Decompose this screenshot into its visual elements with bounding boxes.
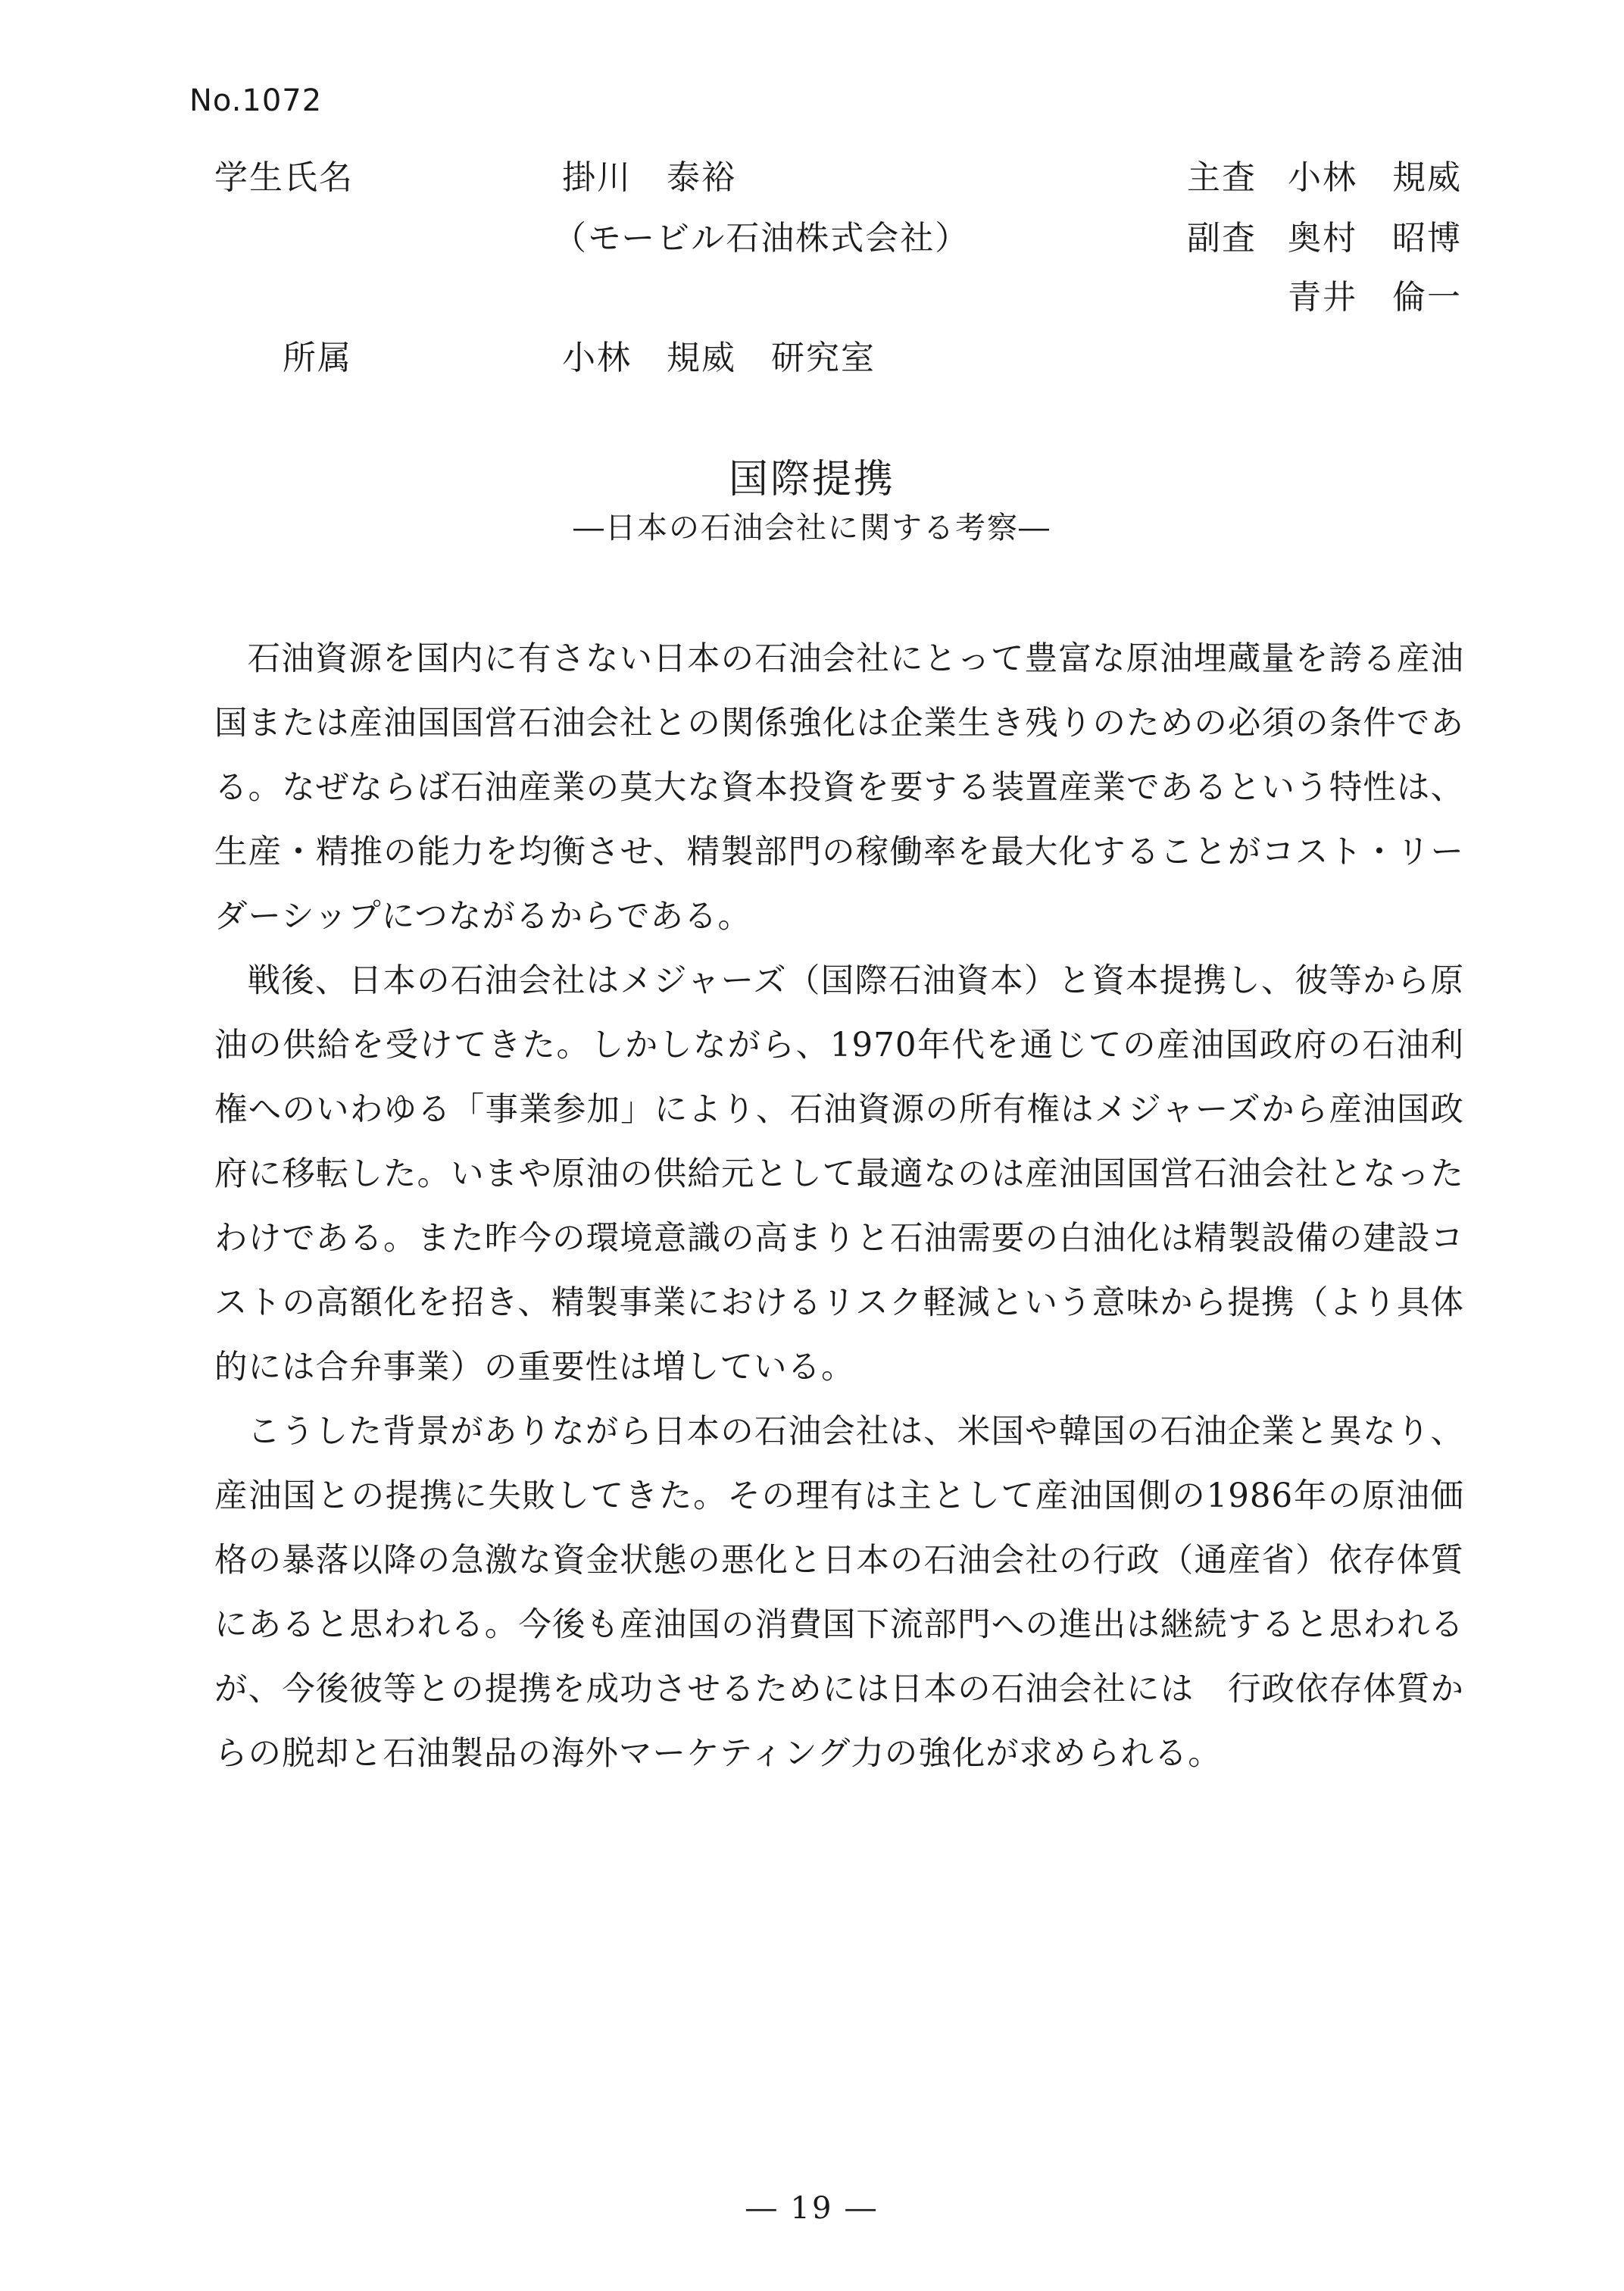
affiliation-value: 小林 規威 研究室 bbox=[562, 339, 876, 377]
document-number: No.1072 bbox=[189, 83, 323, 118]
vice-examiner-label: 副査 bbox=[1187, 219, 1257, 258]
student-name: 掛川 泰裕 bbox=[562, 158, 736, 197]
document-title: 国際提携 bbox=[728, 457, 895, 502]
student-company: （モービル石油株式会社） bbox=[553, 219, 970, 258]
chief-examiner-name: 小林 規威 bbox=[1288, 158, 1462, 197]
chief-examiner-label: 主査 bbox=[1187, 158, 1257, 197]
student-name-label: 学生氏名 bbox=[214, 158, 354, 197]
vice-examiner-name-2: 青井 倫一 bbox=[1288, 278, 1462, 317]
paragraph-3: こうした背景がありながら日本の石油会社は、米国や韓国の石油企業と異なり、産油国との提携に失敗してきた。その理有は主として産油国側の1986年の原油価格の暴落以降の急激な資金状態の悪化と日本の石油会社の行政（通産省）依存体質にあると思われる。今後も産油国の消費国下流部門への進出は継続すると思われるが、今後彼等との提携を成功させるためには日本の石油会社には 行政依存体質からの脱却と石油製品の海外マーケティング力の強化が求められる。 bbox=[214, 1413, 1464, 1773]
abstract-body bbox=[214, 627, 1464, 1786]
paragraph-2: 戦後、日本の石油会社はメジャーズ（国際石油資本）と資本提携し、彼等から原油の供給を受けてきた。しかしながら、1970年代を通じての産油国政府の石油利権へのいわゆる「事業参加」により、石油資源の所有権はメジャーズから産油国政府に移転した。いまや原油の供給元として最適なのは産油国国営石油会社となったわけである。また昨今の環境意識の高まりと石油需要の白油化は精製設備の建設コストの高額化を招き、精製事業におけるリスク軽減という意味から提携（より具体的には合弁事業）の重要性は増している。 bbox=[214, 962, 1465, 1386]
page-number: ― 19 ― bbox=[745, 2191, 879, 2226]
document-subtitle: ―日本の石油会社に関する考察― bbox=[573, 511, 1051, 545]
affiliation-label: 所属 bbox=[283, 339, 352, 377]
vice-examiner-name-1: 奥村 昭博 bbox=[1288, 219, 1462, 258]
paragraph-1: 石油資源を国内に有さない日本の石油会社にとって豊富な原油埋蔵量を誇る産油国または産油国国営石油会社との関係強化は企業生き残りのための必須の条件である。なぜならば石油産業の莫大な資本投資を要する装置産業であるという特性は、生産・精推の能力を均衡させ、精製部門の稼働率を最大化することがコスト・リーダーシップにつながるからである。 bbox=[214, 640, 1464, 936]
